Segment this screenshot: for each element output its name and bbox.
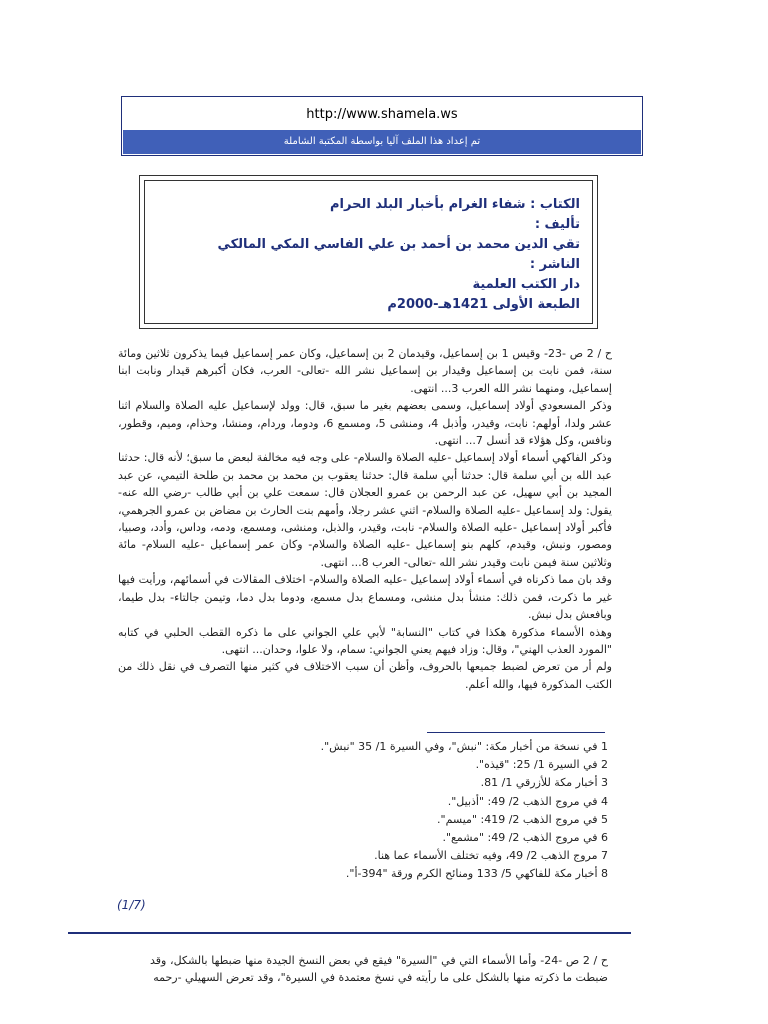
footnote: 4 في مروج الذهب 2/ 49: "أذبيل".: [447, 794, 608, 808]
book-author: تقي الدين محمد بن أحمد بن علي الفاسي المكي المالكي: [217, 237, 580, 252]
paragraph: وقد بان مما ذكرناه في أسماء أولاد إسماعيل -عليه الصلاة والسلام- اختلاف المقالات في أسمائهم، ورأيت فيها غير ما ذكرت، فمن ذلك: منشأ بدل منشى، ومسماع بدل مسمع، ودوما بدل دما، وتيمن جالتاء- بدل طيما، وبافعش بدل نبش.: [118, 573, 612, 622]
footnote-divider: [427, 732, 605, 733]
paragraph: ح / 2 ص -23- وقيس 1 بن إسماعيل، وقيدمان 2 بن إسماعيل، وكان عمر إسماعيل فيما يذكرون ثلاثين ومائة سنة، فمن نابت بن إسماعيل وقيدار بن إسماعيل نشر الله -تعالى- العرب، فكان أكبرهم قيدار ونابت ابنا إسماعيل، ومنهما نشر الله العرب 3... انتهى.: [118, 347, 612, 395]
site-url[interactable]: http://www.shamela.ws: [306, 107, 458, 122]
paragraph: ولم أر من تعرض لضبط جميعها بالحروف، وأظن أن سبب الاختلاف في كثير منها التصرف في نقل ذلك من الكتب المذكورة فيها، والله أعلم.: [118, 660, 612, 691]
footnote: 8 أخبار مكة للفاكهي 5/ 133 ومنائح الكرم ورقة "394-أ".: [345, 867, 608, 881]
footnotes: [128, 738, 608, 884]
header-note: تم إعداد هذا الملف آليا بواسطة المكتبة الشاملة: [123, 130, 641, 154]
header-box: [121, 96, 643, 156]
book-publisher: دار الكتب العلمية: [472, 277, 580, 292]
footnote: 3 أخبار مكة للأزرقي 1/ 81.: [480, 776, 608, 790]
book-info-box: [139, 175, 598, 329]
book-edition: الطبعة الأولى 1421هـ-2000م: [387, 297, 580, 312]
paragraph: وذكر الفاكهي أسماء أولاد إسماعيل -عليه الصلاة والسلام- على وجه فيه مخالفة لبعض ما سبق؛ لأنه قال: حدثنا عبد الله بن أبي سلمة قال: حدثنا أبي سلمة قال: حدثنا يعقوب بن محمد بن محمد بن طلحة التيمي، عن عبد المجيد بن أبي سهيل، عن عبد الرحمن بن عمرو العجلان قال: سمعت علي بن أبي طالب -رضي الله عنه- يقول: ولد إسماعيل -عليه الصلاة والسلام- اثني عشر رجلا، وأمهم بنت الحارث بن مضاض بن عمرو الجرهمي، فأكبر أولاد إسماعيل -عليه الصلاة والسلام- نابت، وقيدر، والذبل، ومنشى، ومسمع، ودمه، وداس، وأدد، وصبيا، ومصور، ونبش، وقيدم، كلهم بنو إسماعيل -عليه الصلاة والسلام- وكان عمر إسماعيل -عليه السلام- مائة وثلاثين سنة فيمن نابت وقيدر نشر الله -تعالى- العرب 8... انتهى.: [118, 451, 612, 569]
main-text: [118, 345, 612, 693]
footnote: 7 مروج الذهب 2/ 49، وفيه تختلف الأسماء عما هنا.: [374, 849, 608, 863]
paragraph: وذكر المسعودي أولاد إسماعيل، وسمى بعضهم بغير ما سبق، قال: وولد لإسماعيل عليه الصلاة والسلام اثنا عشر ولدا، أولهم: نابت، وقيدر، وأذبل 4، ومنشى 5، ومسمع 6، ودوما، وردام، ومنشا، وحذام، وميم، وقطور، ونافس، وكل هؤلاء قد أنسل 7... انتهى.: [118, 399, 612, 448]
paragraph: وهذه الأسماء مذكورة هكذا في كتاب "النسابة" لأبي علي الجواني على ما ذكره القطب الحلبي في كتابه "المورد العذب الهني"، وقال: وزاد فيهم يعني الجواني: سمام، ولا علوا، وحدان... انتهى.: [118, 625, 612, 656]
footnote: 2 في السيرة 1/ 25: "قيذه".: [475, 758, 608, 772]
footnote: 6 في مروج الذهب 2/ 49: "مشمع".: [442, 831, 608, 845]
author-label: تأليف :: [534, 217, 580, 232]
footnote: 1 في نسخة من أخبار مكة: "نبش"، وفي السيرة 1/ 35 "نبش".: [320, 740, 608, 753]
next-page-text: ح / 2 ص -24- وأما الأسماء التي في "السيرة" فيقع في بعض النسخ الجيدة منها ضبطها بالشكل، وقد ضبطت ما ذكرته منها بالشكل على ما رأيته في نسخ معتمدة في السيرة"، وقد تعرض السهيلي -رحمه: [150, 954, 608, 985]
page-divider: [68, 932, 631, 934]
book-info-inner: [144, 180, 593, 324]
footnote: 5 في مروج الذهب 2/ 419: "ميسم".: [437, 812, 608, 826]
publisher-label: الناشر :: [529, 257, 580, 272]
page-number: (1/7): [117, 898, 146, 912]
book-title: الكتاب : شفاء الغرام بأخبار البلد الحرام: [330, 197, 580, 212]
